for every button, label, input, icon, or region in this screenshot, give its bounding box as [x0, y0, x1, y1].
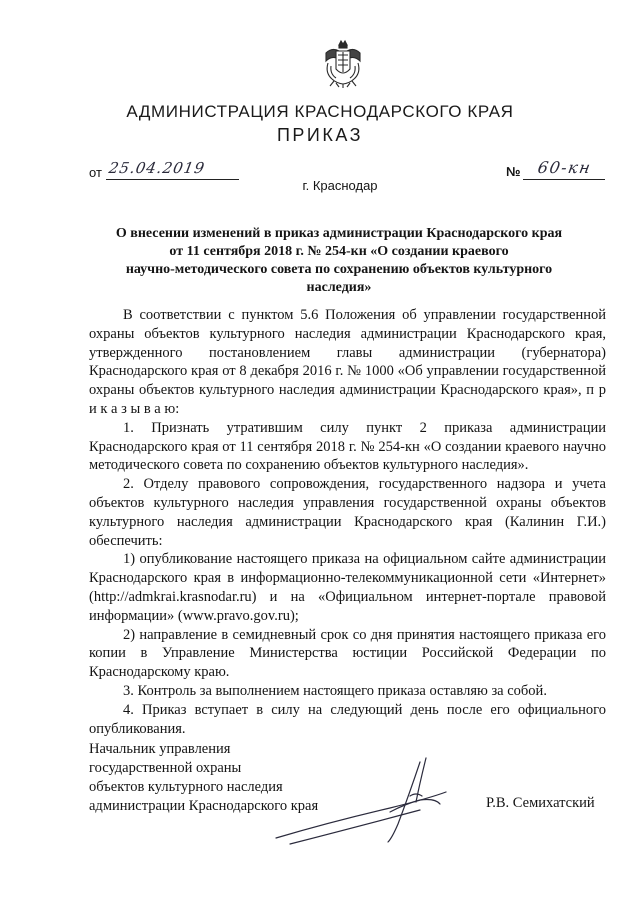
city: г. Краснодар: [302, 178, 378, 193]
subject-line: научно-методического совета по сохранению объектов культурного: [125, 262, 553, 277]
position-line: объектов культурного наследия: [89, 779, 283, 795]
paragraph-item-4: 4. Приказ вступает в силу на следующий день после его официального опубликования.: [89, 701, 606, 737]
handwritten-signature: [270, 752, 470, 848]
subject-line: О внесении изменений в приказ администрации Краснодарского края: [115, 226, 563, 241]
number-prefix: №: [506, 164, 521, 179]
signatory-name: Р.В. Семихатский: [486, 795, 595, 811]
subject-line: от 11 сентября 2018 г. № 254-кн «О создании краевого: [169, 244, 509, 259]
document-type: ПРИКАЗ: [276, 125, 364, 145]
position-line: Начальник управления: [89, 741, 231, 757]
paragraph-item-1: 1. Признать утратившим силу пункт 2 приказа администрации Краснодарского края от 11 сентября 2018 г. № 254-кн «О создании краевого научно методического совета по сохранению объектов культурного наследия».: [89, 419, 606, 474]
document-body: [89, 306, 606, 738]
date-value: 25.04.2019: [107, 159, 207, 177]
subject-line: наследия»: [306, 280, 372, 295]
document-subject: [90, 225, 588, 297]
position-line: государственной охраны: [89, 760, 242, 776]
number-value: 60-кн: [536, 158, 594, 177]
paragraph-item-2: 2. Отделу правового сопровождения, государственного надзора и учета объектов культурного наследия управления государственной охраны объектов культурного наследия администрации Краснодарского края (Калинин Г.И.) обеспечить:: [89, 476, 606, 549]
position-line: администрации Краснодарского края: [89, 798, 319, 814]
paragraph-preamble: В соответствии с пунктом 5.6 Положения об управлении государственной охраны объектов культурного наследия администрации Краснодарского края, утвержденного постановлением главы администрации (губернатора) Краснодарского края от 8 декабря 2016 г. № 1000 «Об управлении государственной охраны объектов культурного наследия администрации Краснодарского края», п р и к а з ы в а ю:: [89, 307, 606, 417]
organization-name: АДМИНИСТРАЦИЯ КРАСНОДАРСКОГО КРАЯ: [126, 102, 514, 121]
paragraph-item-3: 3. Контроль за выполнением настоящего приказа оставляю за собой.: [123, 682, 547, 699]
paragraph-subitem-2: 2) направление в семидневный срок со дня принятия настоящего приказа его копии в Управление Министерства юстиции Российской Федерации по Краснодарскому краю.: [89, 626, 606, 681]
paragraph-subitem-1: 1) опубликование настоящего приказа на официальном сайте администрации Краснодарского края в информационно-телекоммуникационной сети «Интернет» (http://admkrai.krasnodar.ru) и на «Официальном интернет-портале правовой информации» (www.pravo.gov.ru);: [89, 551, 606, 624]
date-prefix: от: [89, 165, 102, 180]
coat-of-arms-emblem: [322, 39, 364, 89]
